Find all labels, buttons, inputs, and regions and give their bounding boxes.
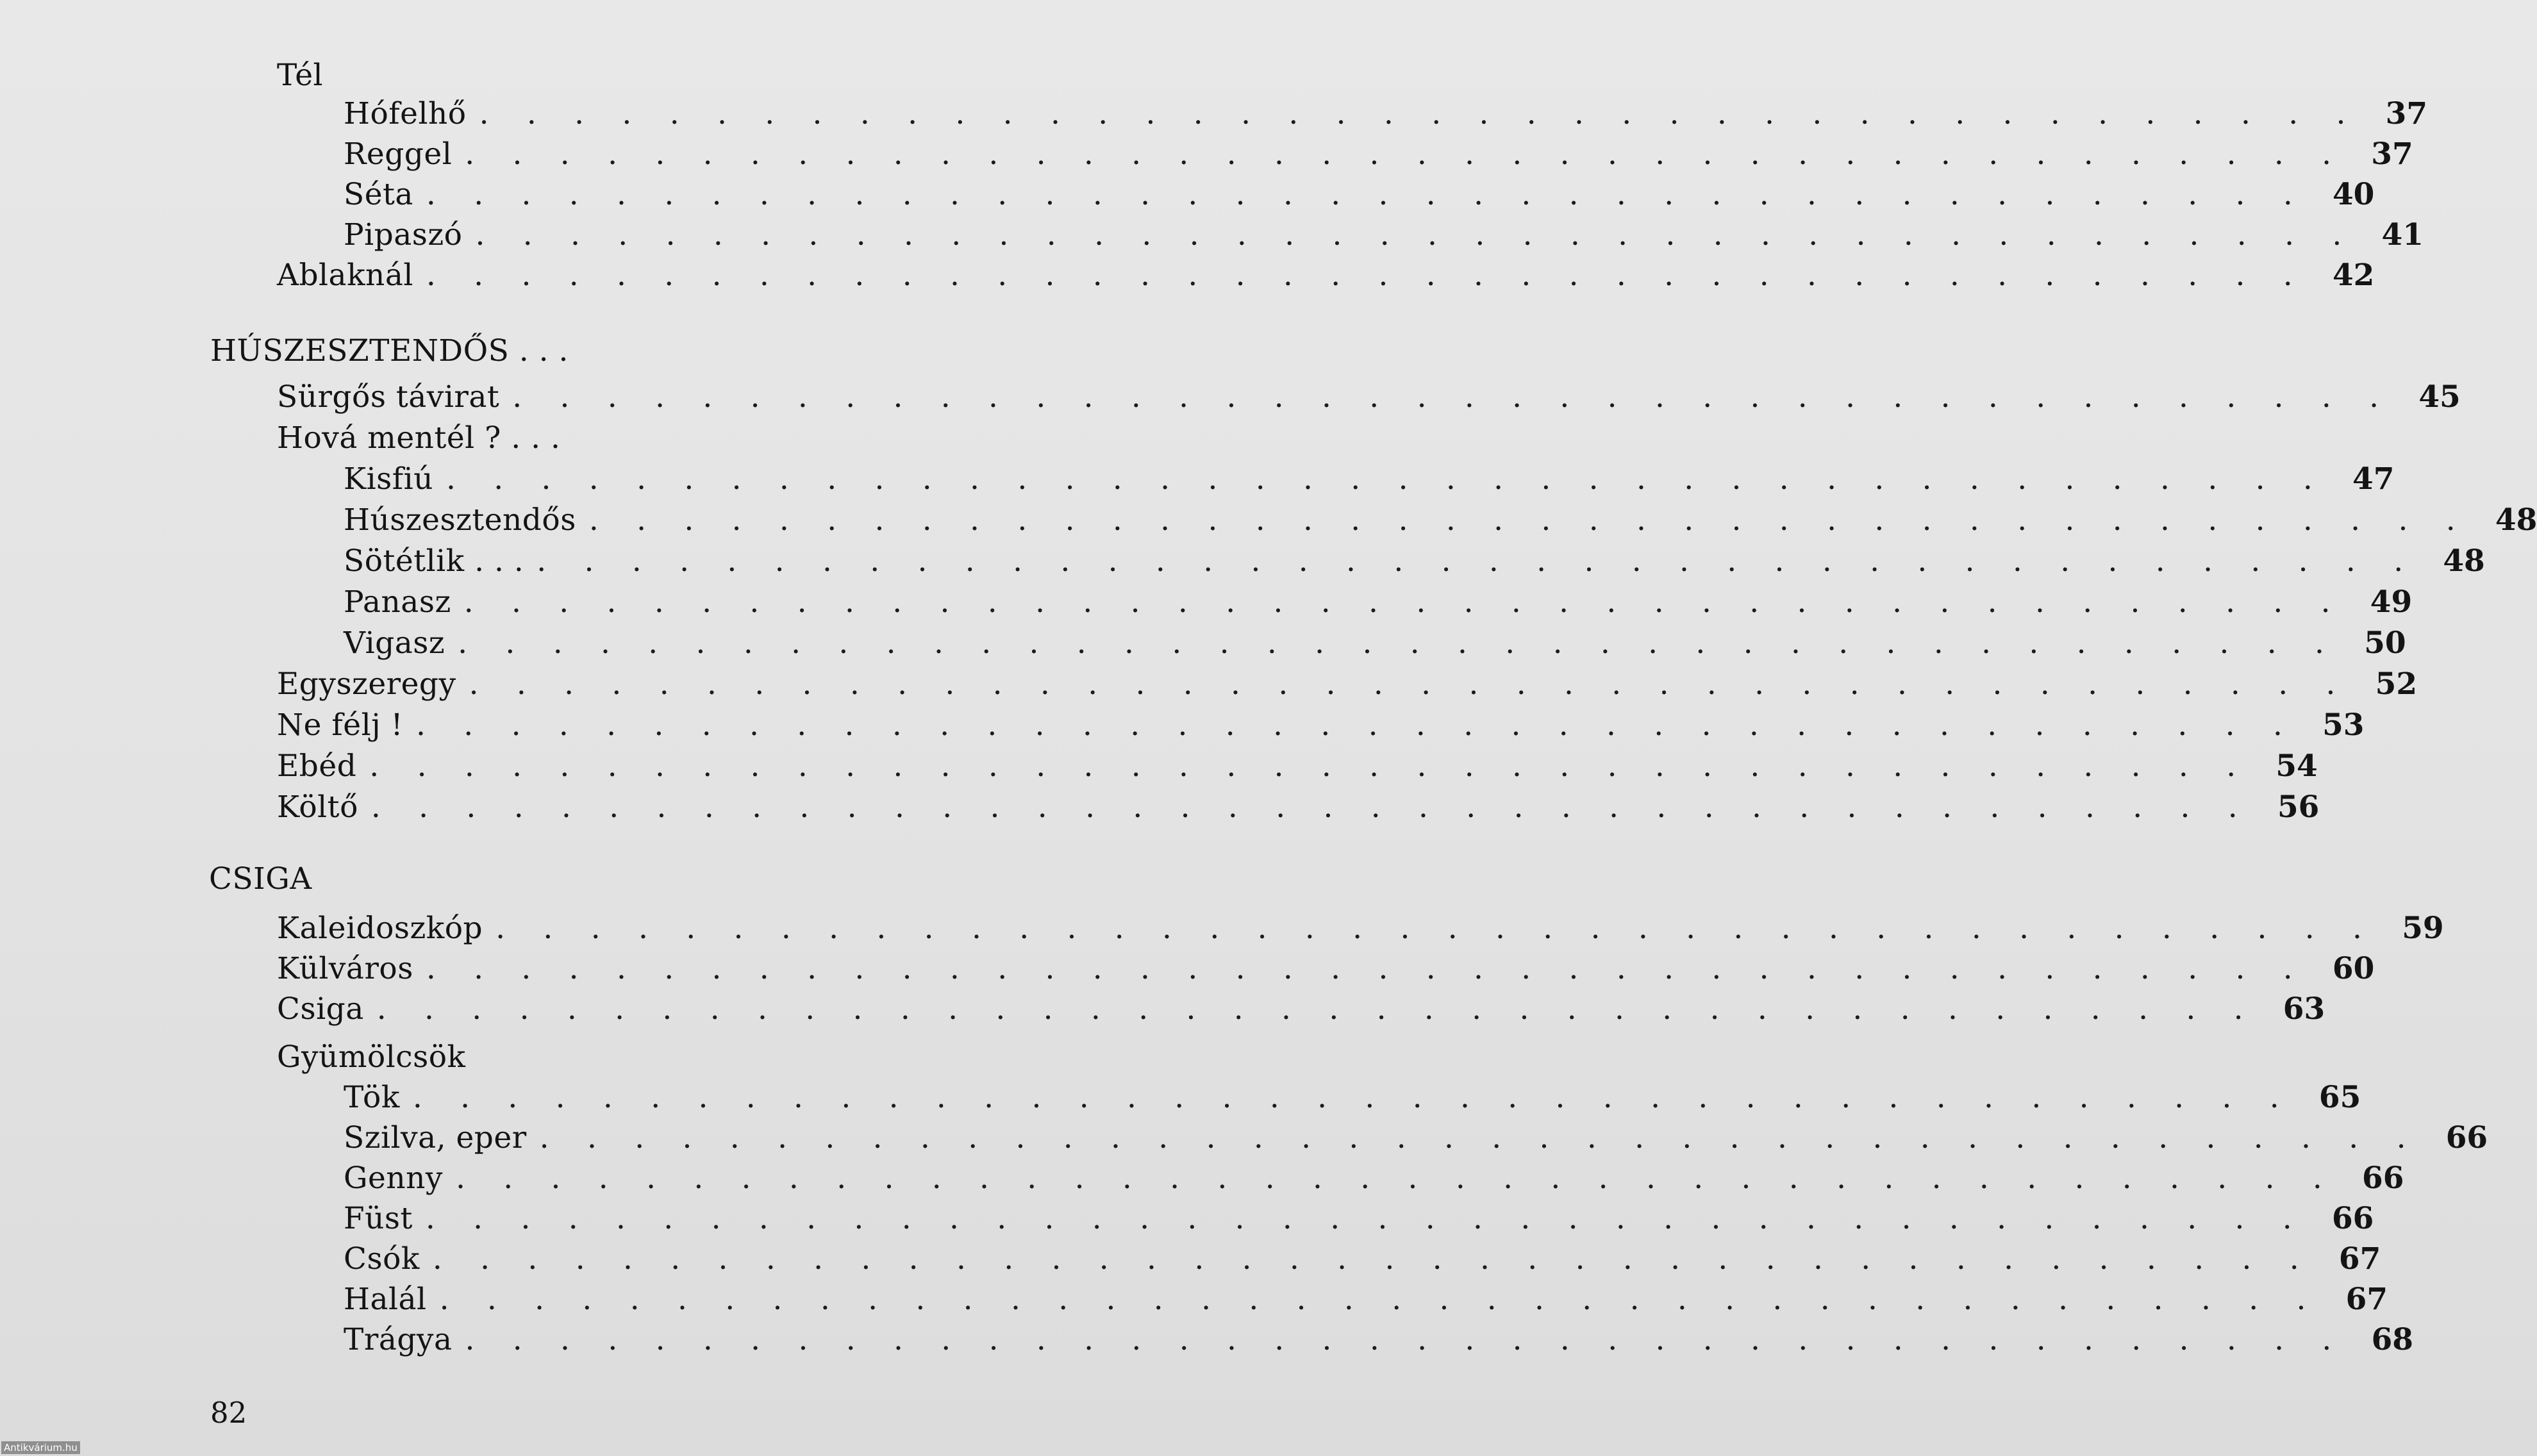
- toc-entry: [277, 747, 2318, 786]
- dot-leader: . . . . . . . . . . . . . . . . . . . . . . . . . . . . . . . . . . . . . . . .: [463, 584, 2345, 620]
- section-heading-csiga: CSIGA: [209, 861, 312, 897]
- dot-leader: . . . . . . . . . . . . . . . . . . . . . . . . . . . . . . . . . . . . . . . .: [426, 951, 2307, 986]
- entry-title: Hófelhő: [344, 96, 467, 131]
- entry-title: Vigasz: [344, 625, 445, 661]
- toc-entry: [344, 216, 2424, 254]
- dot-leader: . . . . . . . . . . . . . . . . . . . . . . . . . . . . . . . . . . . . . . . .: [370, 790, 2252, 825]
- entry-title: Kisfiú: [344, 461, 433, 497]
- toc-entry: [344, 1200, 2374, 1238]
- entry-title: Külváros: [277, 951, 413, 986]
- dot-leader: . . . . . . . . . . . . . . . . . . . . . . . . . . . . . . . . . . . . . . . .: [369, 749, 2250, 784]
- dot-leader: . . . . . . . . . . . . . . . . . . . . . . . . . . . . . . . . . . . . . . . .: [376, 991, 2258, 1027]
- entry-title: Tök: [344, 1080, 400, 1115]
- toc-entry: [277, 256, 2375, 295]
- section-heading-huszesztendos: HÚSZESZTENDŐS . . .: [210, 333, 569, 368]
- entry-title: Költő: [277, 790, 358, 825]
- entry-title: Trágya: [344, 1322, 453, 1357]
- dot-leader: . . . . . . . . . . . . . . . . . . . . . . . . . . . . . . . . . . . . . . . .: [588, 502, 2470, 538]
- entry-page: 65: [2318, 1080, 2361, 1115]
- toc-entry: [344, 1159, 2404, 1198]
- toc-entry: [277, 990, 2325, 1029]
- entry-page: 52: [2375, 666, 2418, 702]
- entry-page: 63: [2283, 991, 2325, 1027]
- watermark: Antikvárium.hu: [1, 1441, 80, 1454]
- entry-page: 54: [2275, 749, 2318, 784]
- dot-leader: . . . . . . . . . . . . . . . . . . . . . . . . . . . . . . . . . . . . . . . .: [465, 1322, 2346, 1357]
- dot-leader: . . . . . . . . . . . . . . . . . . . . . . . . . . . . . . . . . . . . . . . .: [458, 625, 2339, 661]
- toc-entry: [277, 706, 2365, 745]
- toc-entry: [277, 788, 2320, 827]
- dot-leader: . . . . . . . . . . . . . . . . . . . . . . . . . . . . . . . . . . . . . . . .: [455, 1161, 2337, 1196]
- toc-entry: [344, 624, 2406, 663]
- entry-page: 40: [2332, 177, 2375, 212]
- toc-entry: [344, 501, 2537, 540]
- entry-page: 41: [2381, 217, 2424, 252]
- toc-entry: [344, 1079, 2361, 1117]
- toc-entry: [344, 176, 2375, 214]
- dot-leader: . . . . . . . . . . . . . . . . . . . . . . . . . . . . . . . . . . . . . . . .: [537, 543, 2418, 579]
- subsection-heading: Hová mentél ? . . .: [277, 420, 561, 456]
- toc-entry: [277, 378, 2461, 417]
- entry-page: 67: [2345, 1282, 2388, 1317]
- toc-entry: [344, 135, 2413, 174]
- dot-leader: . . . . . . . . . . . . . . . . . . . . . . . . . . . . . . . . . . . . . . . .: [465, 136, 2346, 172]
- toc-entry: [344, 95, 2428, 133]
- entry-title: Panasz: [344, 584, 451, 620]
- entry-title: Séta: [344, 177, 413, 212]
- entry-title: Szilva, eper: [344, 1120, 527, 1155]
- entry-page: 53: [2322, 707, 2365, 743]
- entry-page: 60: [2332, 951, 2375, 986]
- toc-entry: [344, 542, 2485, 581]
- dot-leader: . . . . . . . . . . . . . . . . . . . . . . . . . . . . . . . . . . . . . . . .: [512, 379, 2393, 415]
- toc-entry: [277, 665, 2418, 704]
- dot-leader: . . . . . . . . . . . . . . . . . . . . . . . . . . . . . . . . . . . . . . . .: [475, 217, 2356, 252]
- entry-title: Ne félj !: [277, 707, 404, 743]
- entry-page: 59: [2402, 911, 2444, 946]
- toc-entry: [344, 1321, 2413, 1359]
- dot-leader: . . . . . . . . . . . . . . . . . . . . . . . . . . . . . . . . . . . . . . . .: [425, 1201, 2306, 1236]
- toc-entry: [344, 1119, 2488, 1157]
- entry-title: Húszesztendős: [344, 502, 576, 538]
- entry-title: Sötétlik . . .: [344, 543, 524, 579]
- entry-page: 56: [2277, 790, 2320, 825]
- entry-page: 66: [2362, 1161, 2404, 1196]
- entry-title: Csók: [344, 1241, 420, 1277]
- entry-page: 45: [2418, 379, 2461, 415]
- entry-page: 49: [2370, 584, 2413, 620]
- toc-entry: [344, 583, 2413, 622]
- entry-title: Genny: [344, 1161, 443, 1196]
- entry-page: 37: [2385, 96, 2428, 131]
- entry-page: 66: [2445, 1120, 2488, 1155]
- dot-leader: . . . . . . . . . . . . . . . . . . . . . . . . . . . . . . . . . . . . . . . .: [432, 1241, 2313, 1277]
- dot-leader: . . . . . . . . . . . . . . . . . . . . . . . . . . . . . . . . . . . . . . . .: [479, 96, 2360, 131]
- dot-leader: . . . . . . . . . . . . . . . . . . . . . . . . . . . . . . . . . . . . . . . .: [439, 1282, 2320, 1317]
- toc-entry: [344, 1240, 2381, 1278]
- entry-page: 48: [2443, 543, 2485, 579]
- section-heading-tel: Tél: [277, 58, 324, 93]
- entry-page: 37: [2371, 136, 2413, 172]
- entry-page: 67: [2338, 1241, 2381, 1277]
- page-number: 82: [210, 1396, 247, 1430]
- entry-title: Halál: [344, 1282, 427, 1317]
- subsection-heading: Gyümölcsök: [277, 1039, 466, 1075]
- dot-leader: . . . . . . . . . . . . . . . . . . . . . . . . . . . . . . . . . . . . . . . .: [539, 1120, 2420, 1155]
- dot-leader: . . . . . . . . . . . . . . . . . . . . . . . . . . . . . . . . . . . . . . . .: [426, 258, 2307, 293]
- dot-leader: . . . . . . . . . . . . . . . . . . . . . . . . . . . . . . . . . . . . . . . .: [416, 707, 2297, 743]
- entry-page: 48: [2495, 502, 2537, 538]
- dot-leader: . . . . . . . . . . . . . . . . . . . . . . . . . . . . . . . . . . . . . . . .: [412, 1080, 2293, 1115]
- entry-title: Ablaknál: [277, 258, 413, 293]
- entry-title: Pipaszó: [344, 217, 463, 252]
- entry-title: Csiga: [277, 991, 364, 1027]
- dot-leader: . . . . . . . . . . . . . . . . . . . . . . . . . . . . . . . . . . . . . . . .: [426, 177, 2307, 212]
- dot-leader: . . . . . . . . . . . . . . . . . . . . . . . . . . . . . . . . . . . . . . . .: [495, 911, 2377, 946]
- toc-entry: [344, 1280, 2388, 1319]
- toc-entry: [277, 950, 2375, 988]
- entry-title: Reggel: [344, 136, 453, 172]
- entry-title: Ebéd: [277, 749, 357, 784]
- entry-title: Sürgős távirat: [277, 379, 500, 415]
- entry-page: 42: [2332, 258, 2375, 293]
- entry-page: 50: [2364, 625, 2406, 661]
- toc-entry: [277, 909, 2444, 948]
- entry-page: 68: [2371, 1322, 2413, 1357]
- dot-leader: . . . . . . . . . . . . . . . . . . . . . . . . . . . . . . . . . . . . . . . .: [445, 461, 2327, 497]
- dot-leader: . . . . . . . . . . . . . . . . . . . . . . . . . . . . . . . . . . . . . . . .: [469, 666, 2350, 702]
- entry-page: 47: [2352, 461, 2395, 497]
- entry-page: 66: [2331, 1201, 2374, 1236]
- entry-title: Egyszeregy: [277, 666, 456, 702]
- toc-entry: [344, 460, 2395, 499]
- entry-title: Kaleidoszkóp: [277, 911, 483, 946]
- entry-title: Füst: [344, 1201, 413, 1236]
